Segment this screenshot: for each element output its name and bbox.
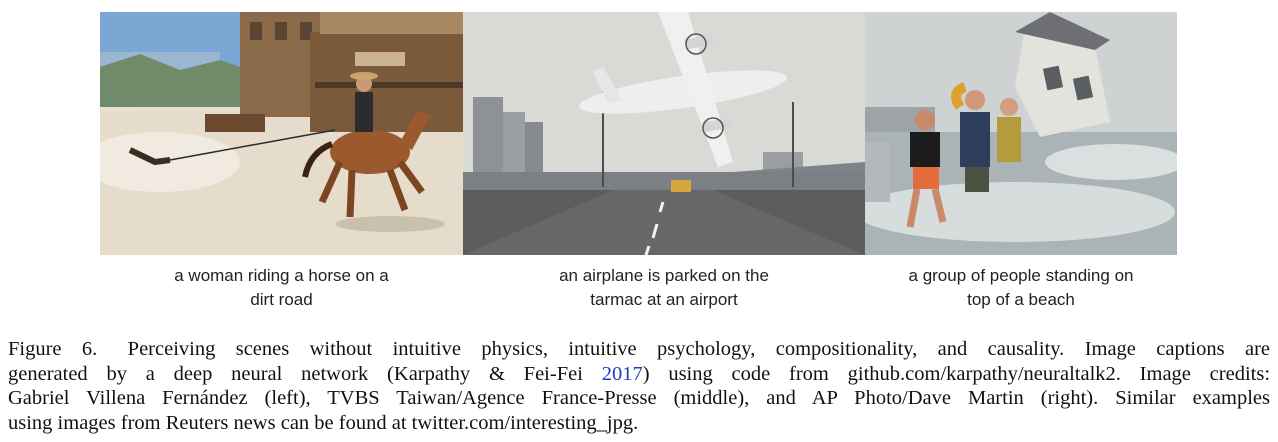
- figure-label: Figure 6.: [8, 338, 98, 360]
- caption-text: generated by a deep neural network (Karpathy & Fei-Fei: [8, 362, 583, 385]
- caption-line: tarmac at an airport: [590, 290, 738, 309]
- caption-left-image: [130, 264, 433, 312]
- photo-airplane-crash: [463, 12, 865, 255]
- wagon: [205, 114, 265, 132]
- vehicle: [865, 142, 890, 202]
- saloon-sign: [355, 52, 405, 66]
- citation-link-2017[interactable]: 2017: [601, 362, 643, 385]
- caption-text: Gabriel Villena Fernández (left), TVBS Taiwan/Agence France-Presse (middle), and AP Photo/Dave Martin (right). Similar examples: [8, 387, 1270, 409]
- caption-line: dirt road: [250, 290, 313, 309]
- caption-line: a woman riding a horse on a: [174, 266, 389, 285]
- person-black-shirt: [910, 132, 940, 167]
- person-yellow-vest: [997, 117, 1021, 162]
- figure-caption-line-3: [8, 386, 1270, 411]
- caption-right-image: [870, 264, 1172, 312]
- cowboy-hat: [350, 72, 378, 80]
- caption-text: Perceiving scenes without intuitive physics, intuitive psychology, compositionality, and causality. Image captions are: [127, 338, 1271, 360]
- beach-scene-illustration: [865, 12, 1177, 255]
- caption-line: a group of people standing on: [908, 266, 1134, 285]
- figure-caption: [8, 337, 1270, 435]
- caption-line: top of a beach: [967, 290, 1075, 309]
- caption-text: ) using code from github.com/karpathy/neuraltalk2. Image credits:: [642, 362, 1271, 385]
- caption-line: an airplane is parked on the: [559, 266, 769, 285]
- caption-middle-image: [500, 264, 828, 312]
- photo-woman-horse: [100, 12, 463, 255]
- figure-caption-line-1: [8, 337, 1270, 362]
- photo-people-beach: [865, 12, 1177, 255]
- horse-body: [330, 130, 410, 174]
- western-scene-illustration: [100, 12, 463, 255]
- orange-shorts: [913, 167, 939, 189]
- airplane-scene-illustration: [463, 12, 865, 255]
- rider: [355, 92, 373, 132]
- guardrail: [463, 172, 865, 190]
- taxi: [671, 180, 691, 192]
- city-buildings: [473, 97, 503, 177]
- caption-text: using images from Reuters news can be found at twitter.com/interesting_jpg.: [8, 411, 639, 434]
- person-blue-shirt: [960, 112, 990, 167]
- figure-caption-line-2: [8, 362, 1270, 387]
- figure-caption-line-4: [8, 411, 1270, 436]
